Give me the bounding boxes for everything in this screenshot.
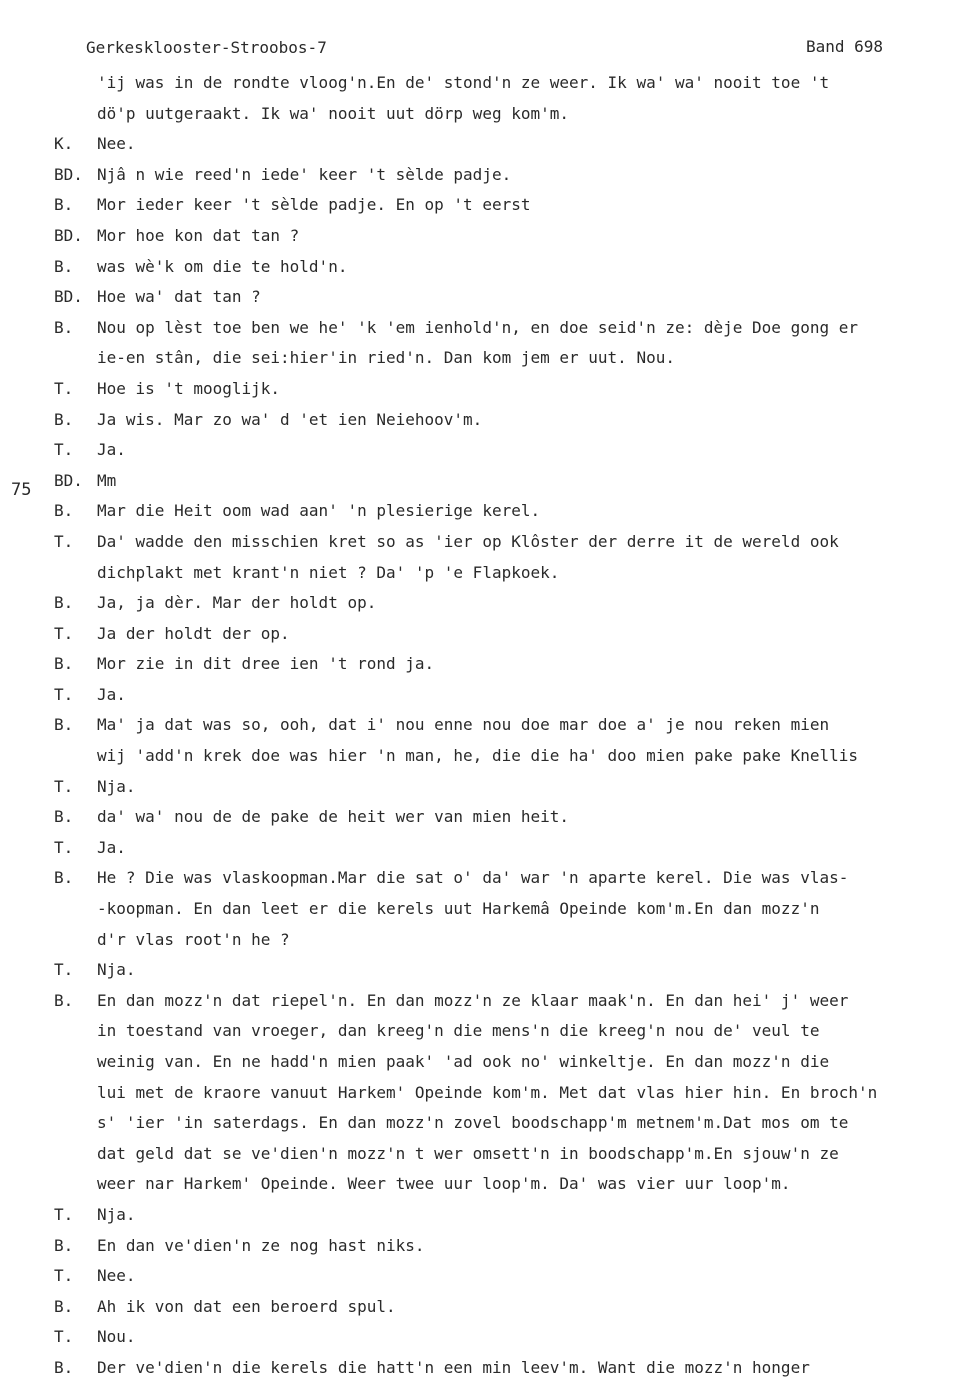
utterance-text: Hoe is 't mooglijk. (97, 378, 281, 398)
transcript-line (0, 527, 973, 558)
transcript-line (0, 1169, 973, 1200)
transcript-line (0, 1292, 973, 1323)
transcript-line (0, 252, 973, 283)
transcript-line (0, 99, 973, 130)
speaker-label: T. (54, 531, 74, 551)
speaker-label: B. (54, 1235, 74, 1255)
speaker-label: B. (54, 409, 74, 429)
utterance-text: dat geld dat se ve'dien'n mozz'n t wer omsett'n in boodschapp'm.En sjouw'n ze (97, 1143, 839, 1163)
speaker-label: B. (54, 868, 74, 888)
speaker-label: B. (54, 990, 74, 1010)
transcript-line (0, 1078, 973, 1109)
transcript-line (0, 1016, 973, 1047)
transcript-line (0, 863, 973, 894)
utterance-text: 'ij was in de rondte vloog'n.En de' stond'n ze weer. Ik wa' wa' nooit toe 't (97, 73, 830, 92)
utterance-text: -koopman. En dan leet er die kerels uut Harkemâ Opeinde kom'm.En dan mozz'n (97, 899, 820, 919)
utterance-text: dichplakt met krant'n niet ? Da' 'p 'e Flapkoek. (97, 562, 560, 582)
utterance-text: in toestand van vroeger, dan kreeg'n die mens'n die kreeg'n nou de' veul te (97, 1021, 820, 1041)
utterance-text: En dan ve'dien'n ze nog hast niks. (97, 1235, 425, 1255)
utterance-text: Ja. (97, 837, 126, 857)
speaker-label: K. (54, 134, 74, 154)
utterance-text: lui met de kraore vanuut Harkem' Opeinde kom'm. Met dat vlas hier hin. En broch'n (97, 1082, 878, 1102)
utterance-text: Der ve'dien'n die kerels die hatt'n een min leev'm. Want die mozz'n honger (97, 1357, 810, 1377)
utterance-text: Nja. (97, 776, 136, 796)
transcript-line (0, 1231, 973, 1262)
speaker-label: T. (54, 378, 74, 398)
utterance-text: Ja, ja dèr. Mar der holdt op. (97, 593, 377, 613)
transcript-line (0, 343, 973, 374)
transcript-line (0, 1108, 973, 1139)
speaker-label: B. (54, 654, 74, 674)
speaker-label: T. (54, 1204, 74, 1224)
utterance-text: Nou. (97, 1327, 136, 1347)
utterance-text: Mor zie in dit dree ien 't rond ja. (97, 654, 435, 674)
speaker-label: T. (54, 776, 74, 796)
speaker-label: T. (54, 684, 74, 704)
utterance-text: dö'p uutgeraakt. Ik wa' nooit uut dörp weg kom'm. (97, 103, 570, 123)
transcript-line (0, 466, 973, 497)
transcript-line (0, 1261, 973, 1292)
document-title: Gerkesklooster-Stroobos-7 (86, 38, 327, 57)
utterance-text: wij 'add'n krek doe was hier 'n man, he, die die ha' doo mien pake pake Knellis (97, 746, 858, 766)
utterance-text: Nee. (97, 134, 136, 154)
transcript-line (0, 894, 973, 925)
utterance-text: was wè'k om die te hold'n. (97, 256, 348, 276)
transcript-line (0, 1047, 973, 1078)
transcript-line (0, 190, 973, 221)
speaker-label: B. (54, 195, 74, 215)
transcript-line (0, 1200, 973, 1231)
transcript-line (0, 1322, 973, 1353)
transcript-line (0, 986, 973, 1017)
transcript-line (0, 925, 973, 956)
transcript-line (0, 772, 973, 803)
speaker-label: B. (54, 256, 74, 276)
transcript-lines (0, 68, 973, 1384)
utterance-text: Ja der holdt der op. (97, 623, 290, 643)
transcript-line (0, 313, 973, 344)
transcript-line (0, 68, 973, 99)
utterance-text: Ja wis. Mar zo wa' d 'et ien Neiehoov'm. (97, 409, 483, 429)
speaker-label: B. (54, 501, 74, 521)
transcript-line (0, 802, 973, 833)
speaker-label: B. (54, 593, 74, 613)
utterance-text: weer nar Harkem' Opeinde. Weer twee uur loop'm. Da' was vier uur loop'm. (97, 1174, 791, 1194)
transcript-line (0, 741, 973, 772)
transcript-line (0, 374, 973, 405)
speaker-label: T. (54, 440, 74, 460)
transcript-line (0, 680, 973, 711)
utterance-text: Nou op lèst toe ben we he' 'k 'em ienhold'n, en doe seid'n ze: dèje Doe gong er (97, 317, 858, 337)
utterance-text: Njâ n wie reed'n iede' keer 't sèlde padje. (97, 164, 512, 184)
transcript-line (0, 1139, 973, 1170)
transcript-line (0, 496, 973, 527)
speaker-label: T. (54, 1327, 74, 1347)
speaker-label: B. (54, 317, 74, 337)
utterance-text: da' wa' nou de de pake de heit wer van mien heit. (97, 807, 570, 827)
transcript-line (0, 282, 973, 313)
transcript-line (0, 129, 973, 160)
utterance-text: Ah ik von dat een beroerd spul. (97, 1296, 396, 1316)
margin-number: 75 (11, 480, 32, 500)
speaker-label: B. (54, 807, 74, 827)
transcript-line (0, 405, 973, 436)
transcript-line (0, 710, 973, 741)
utterance-text: Mor hoe kon dat tan ? (97, 225, 300, 245)
speaker-label: T. (54, 623, 74, 643)
utterance-text: d'r vlas root'n he ? (97, 929, 290, 949)
speaker-label: T. (54, 960, 74, 980)
utterance-text: Ja. (97, 440, 126, 460)
speaker-label: T. (54, 1266, 74, 1286)
speaker-label: T. (54, 837, 74, 857)
transcript-line (0, 955, 973, 986)
transcript-line (0, 649, 973, 680)
utterance-text: Hoe wa' dat tan ? (97, 287, 261, 307)
utterance-text: Da' wadde den misschien kret so as 'ier op Klôster der derre it de wereld ook (97, 531, 839, 551)
utterance-text: weinig van. En ne hadd'n mien paak' 'ad ook no' winkeltje. En dan mozz'n die (97, 1052, 830, 1071)
utterance-text: Nja. (97, 1204, 136, 1224)
transcript-line (0, 1353, 973, 1384)
speaker-label: B. (54, 1296, 74, 1316)
utterance-text: He ? Die was vlaskoopman.Mar die sat o' da' war 'n aparte kerel. Die was vlas- (97, 868, 849, 888)
transcript-line (0, 558, 973, 589)
transcript-line (0, 435, 973, 466)
transcript-line (0, 619, 973, 650)
utterance-text: Ma' ja dat was so, ooh, dat i' nou enne nou doe mar doe a' je nou reken mien (97, 715, 830, 735)
utterance-text: Mor ieder keer 't sèlde padje. En op 't eerst (97, 195, 531, 215)
utterance-text: Ja. (97, 684, 126, 704)
speaker-label: BD. (54, 164, 83, 184)
transcript-line (0, 221, 973, 252)
speaker-label: B. (54, 715, 74, 735)
utterance-text: En dan mozz'n dat riepel'n. En dan mozz'n ze klaar maak'n. En dan hei' j' weer (97, 990, 849, 1010)
utterance-text: s' 'ier 'in saterdags. En dan mozz'n zovel boodschapp'm metnem'm.Dat mos om te (97, 1113, 849, 1133)
band-number: Band 698 (806, 37, 884, 56)
speaker-label: BD. (54, 470, 83, 490)
utterance-text: Mm (97, 470, 117, 490)
transcript-line (0, 588, 973, 619)
speaker-label: BD. (54, 225, 83, 245)
transcript-line (0, 833, 973, 864)
utterance-text: Nja. (97, 960, 136, 980)
speaker-label: B. (54, 1357, 74, 1377)
utterance-text: Mar die Heit oom wad aan' 'n plesierige kerel. (97, 501, 541, 521)
transcript-line (0, 160, 973, 191)
speaker-label: BD. (54, 287, 83, 307)
utterance-text: Nee. (97, 1266, 136, 1286)
utterance-text: ie-en stân, die sei:hier'in ried'n. Dan kom jem er uut. Nou. (97, 348, 675, 368)
